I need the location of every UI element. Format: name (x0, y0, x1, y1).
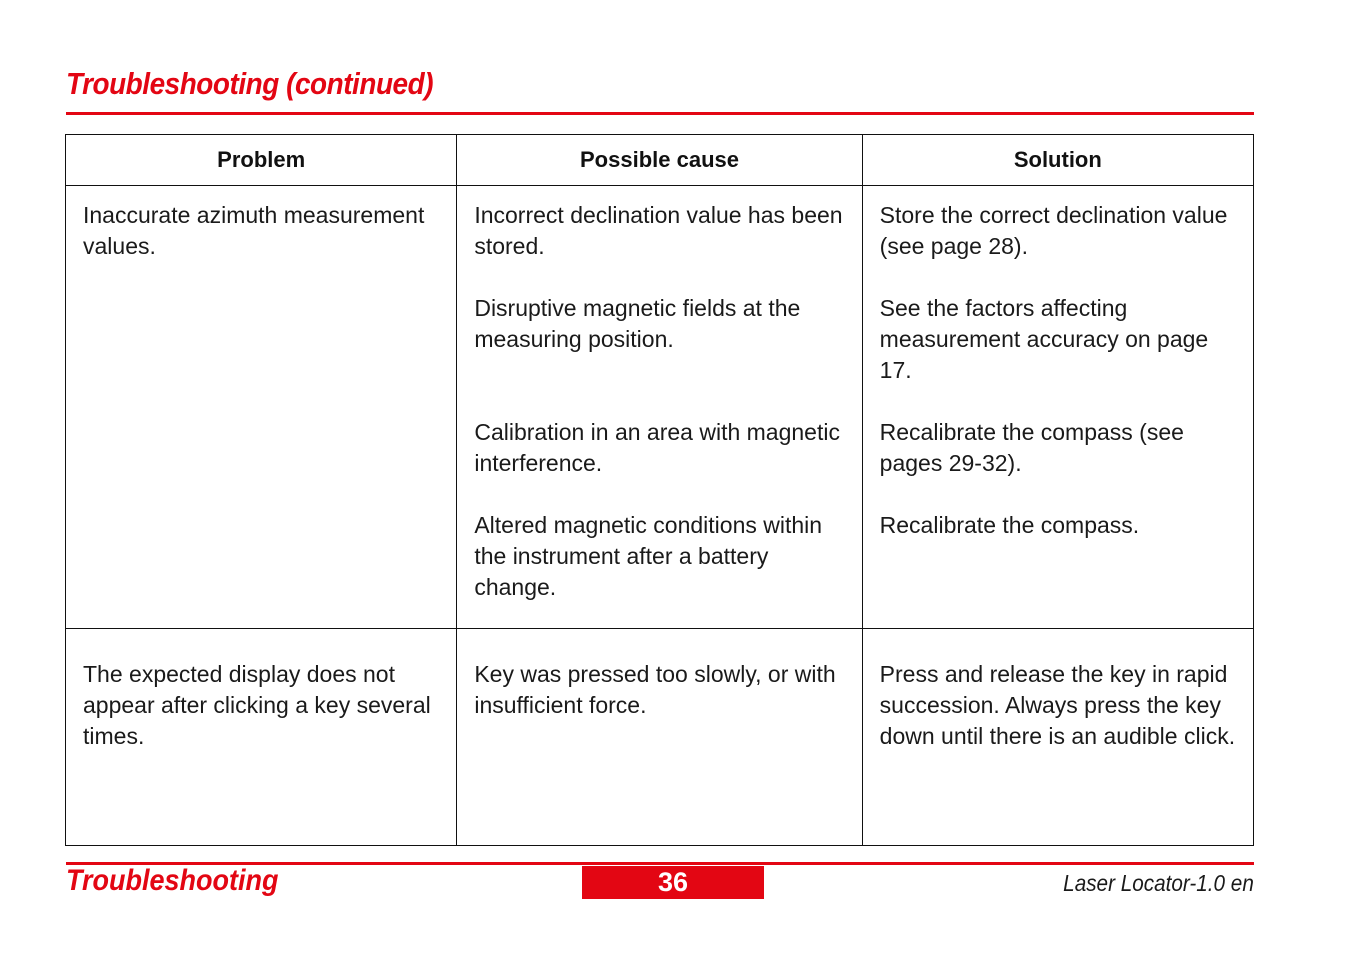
column-header-problem: Problem (66, 135, 457, 186)
solution-cell (862, 186, 1253, 629)
solution-text: Store the correct declination value (see page 28). (879, 202, 1228, 259)
column-header-solution: Solution (862, 135, 1253, 186)
problem-cell (66, 629, 457, 846)
solution-text: Recalibrate the compass (see pages 29-32). (879, 419, 1184, 476)
cause-text: Altered magnetic conditions within the instrument after a battery change. (474, 512, 823, 600)
cause-text: Key was pressed too slowly, or with insufficient force. (474, 661, 836, 718)
title-divider (66, 112, 1254, 115)
column-header-possible-cause: Possible cause (457, 135, 862, 186)
cause-text: Disruptive magnetic fields at the measuring position. (474, 295, 801, 352)
cause-cell (457, 186, 862, 629)
problem-cell (66, 186, 457, 629)
solution-text: Press and release the key in rapid succession. Always press the key down until there is an audible click. (879, 661, 1236, 749)
page-number-badge: 36 (582, 866, 764, 899)
cause-text: Calibration in an area with magnetic interference. (474, 419, 840, 476)
solution-text: See the factors affecting measurement accuracy on page 17. (879, 295, 1209, 383)
problem-text: The expected display does not appear after clicking a key several times. (83, 661, 431, 749)
cause-cell (457, 629, 862, 846)
table-row (66, 186, 1254, 629)
table-row (66, 629, 1254, 846)
troubleshooting-table (65, 134, 1254, 846)
cause-text: Incorrect declination value has been stored. (474, 202, 843, 259)
solution-cell (862, 629, 1253, 846)
solution-text: Recalibrate the compass. (879, 512, 1140, 538)
table-header-row (66, 135, 1254, 186)
problem-text: Inaccurate azimuth measurement values. (83, 202, 425, 259)
page-title: Troubleshooting (continued) (66, 66, 434, 101)
footer-section-title: Troubleshooting (66, 864, 279, 897)
footer-product-label: Laser Locator-1.0 en (1063, 870, 1254, 896)
